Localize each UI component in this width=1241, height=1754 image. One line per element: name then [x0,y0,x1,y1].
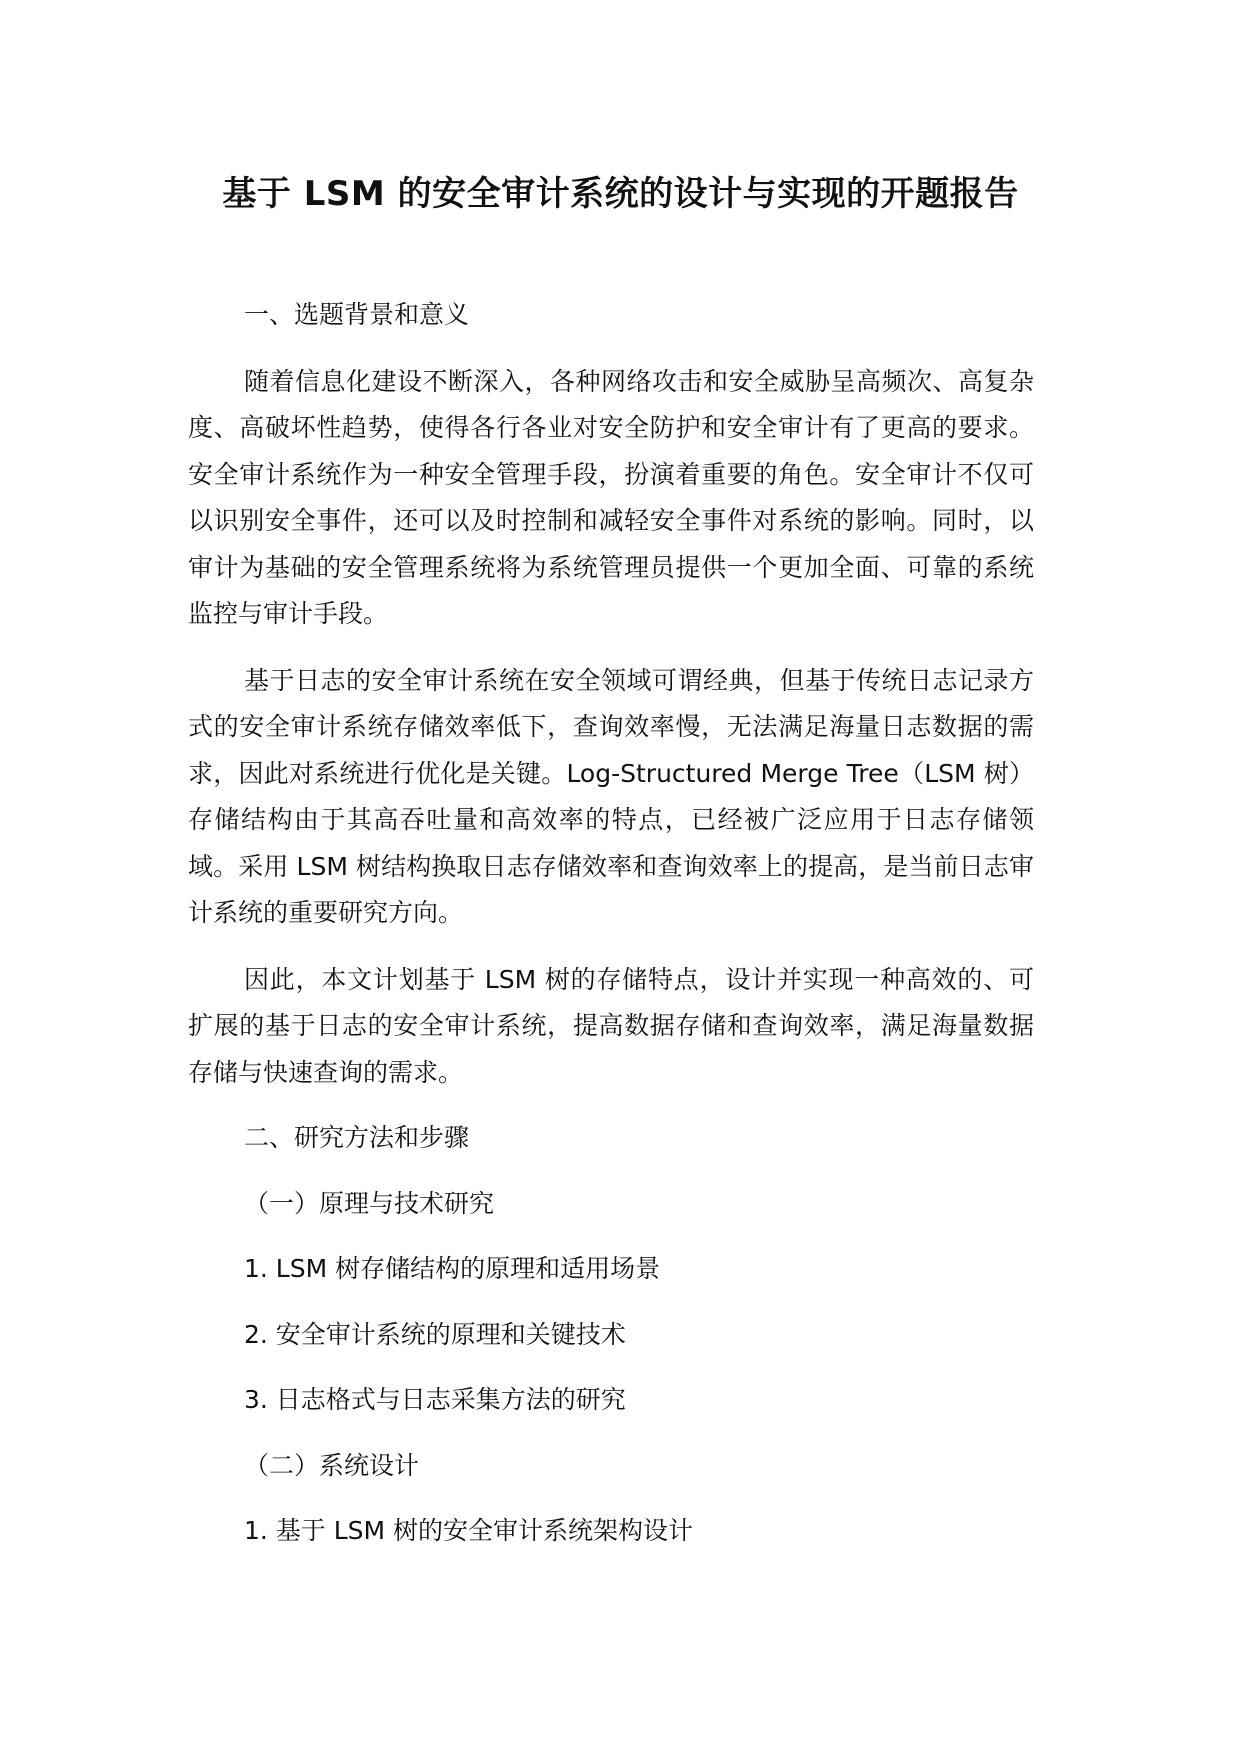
list-item: 1. LSM 树存储结构的原理和适用场景 [244,1254,661,1283]
paragraph-background-2: 基于日志的安全审计系统在安全领域可谓经典，但基于传统日志记录方式的安全审计系统存储效率低下，查询效率慢，无法满足海量日志数据的需求，因此对系统进行优化是关键。Log-Structured Merge Tree（LSM 树）存储结构由于其高吞吐量和高效率的特点，已经被广泛应用于日志存储领域。采用 LSM 树结构换取日志存储效率和查询效率上的提高，是当前日志审计系统的重要研究方向。 [188,665,1034,927]
subsection-heading-system-design: （二）系统设计 [244,1450,420,1480]
paragraph-background-1: 随着信息化建设不断深入，各种网络攻击和安全威胁呈高频次、高复杂度、高破坏性趋势，使得各行各业对安全防护和安全审计有了更高的要求。安全审计系统作为一种安全管理手段，扮演着重要的角色。安全审计不仅可以识别安全事件，还可以及时控制和减轻安全事件对系统的影响。同时，以审计为基础的安全管理系统将为系统管理员提供一个更加全面、可靠的系统监控与审计手段。 [188,366,1034,628]
subsection-heading-principles: （一）原理与技术研究 [244,1188,495,1218]
paragraph-background-3: 因此，本文计划基于 LSM 树的存储特点，设计并实现一种高效的、可扩展的基于日志的安全审计系统，提高数据存储和查询效率，满足海量数据存储与快速查询的需求。 [188,964,1034,1087]
section-heading-methods: 二、研究方法和步骤 [244,1123,470,1152]
list-item: 3. 日志格式与日志采集方法的研究 [244,1385,626,1414]
document-title: 基于 LSM 的安全审计系统的设计与实现的开题报告 [222,174,1019,214]
list-item: 1. 基于 LSM 树的安全审计系统架构设计 [244,1516,694,1545]
document-body [188,292,1034,1555]
section-heading-background: 一、选题背景和意义 [244,300,470,329]
list-item: 2. 安全审计系统的原理和关键技术 [244,1319,626,1349]
